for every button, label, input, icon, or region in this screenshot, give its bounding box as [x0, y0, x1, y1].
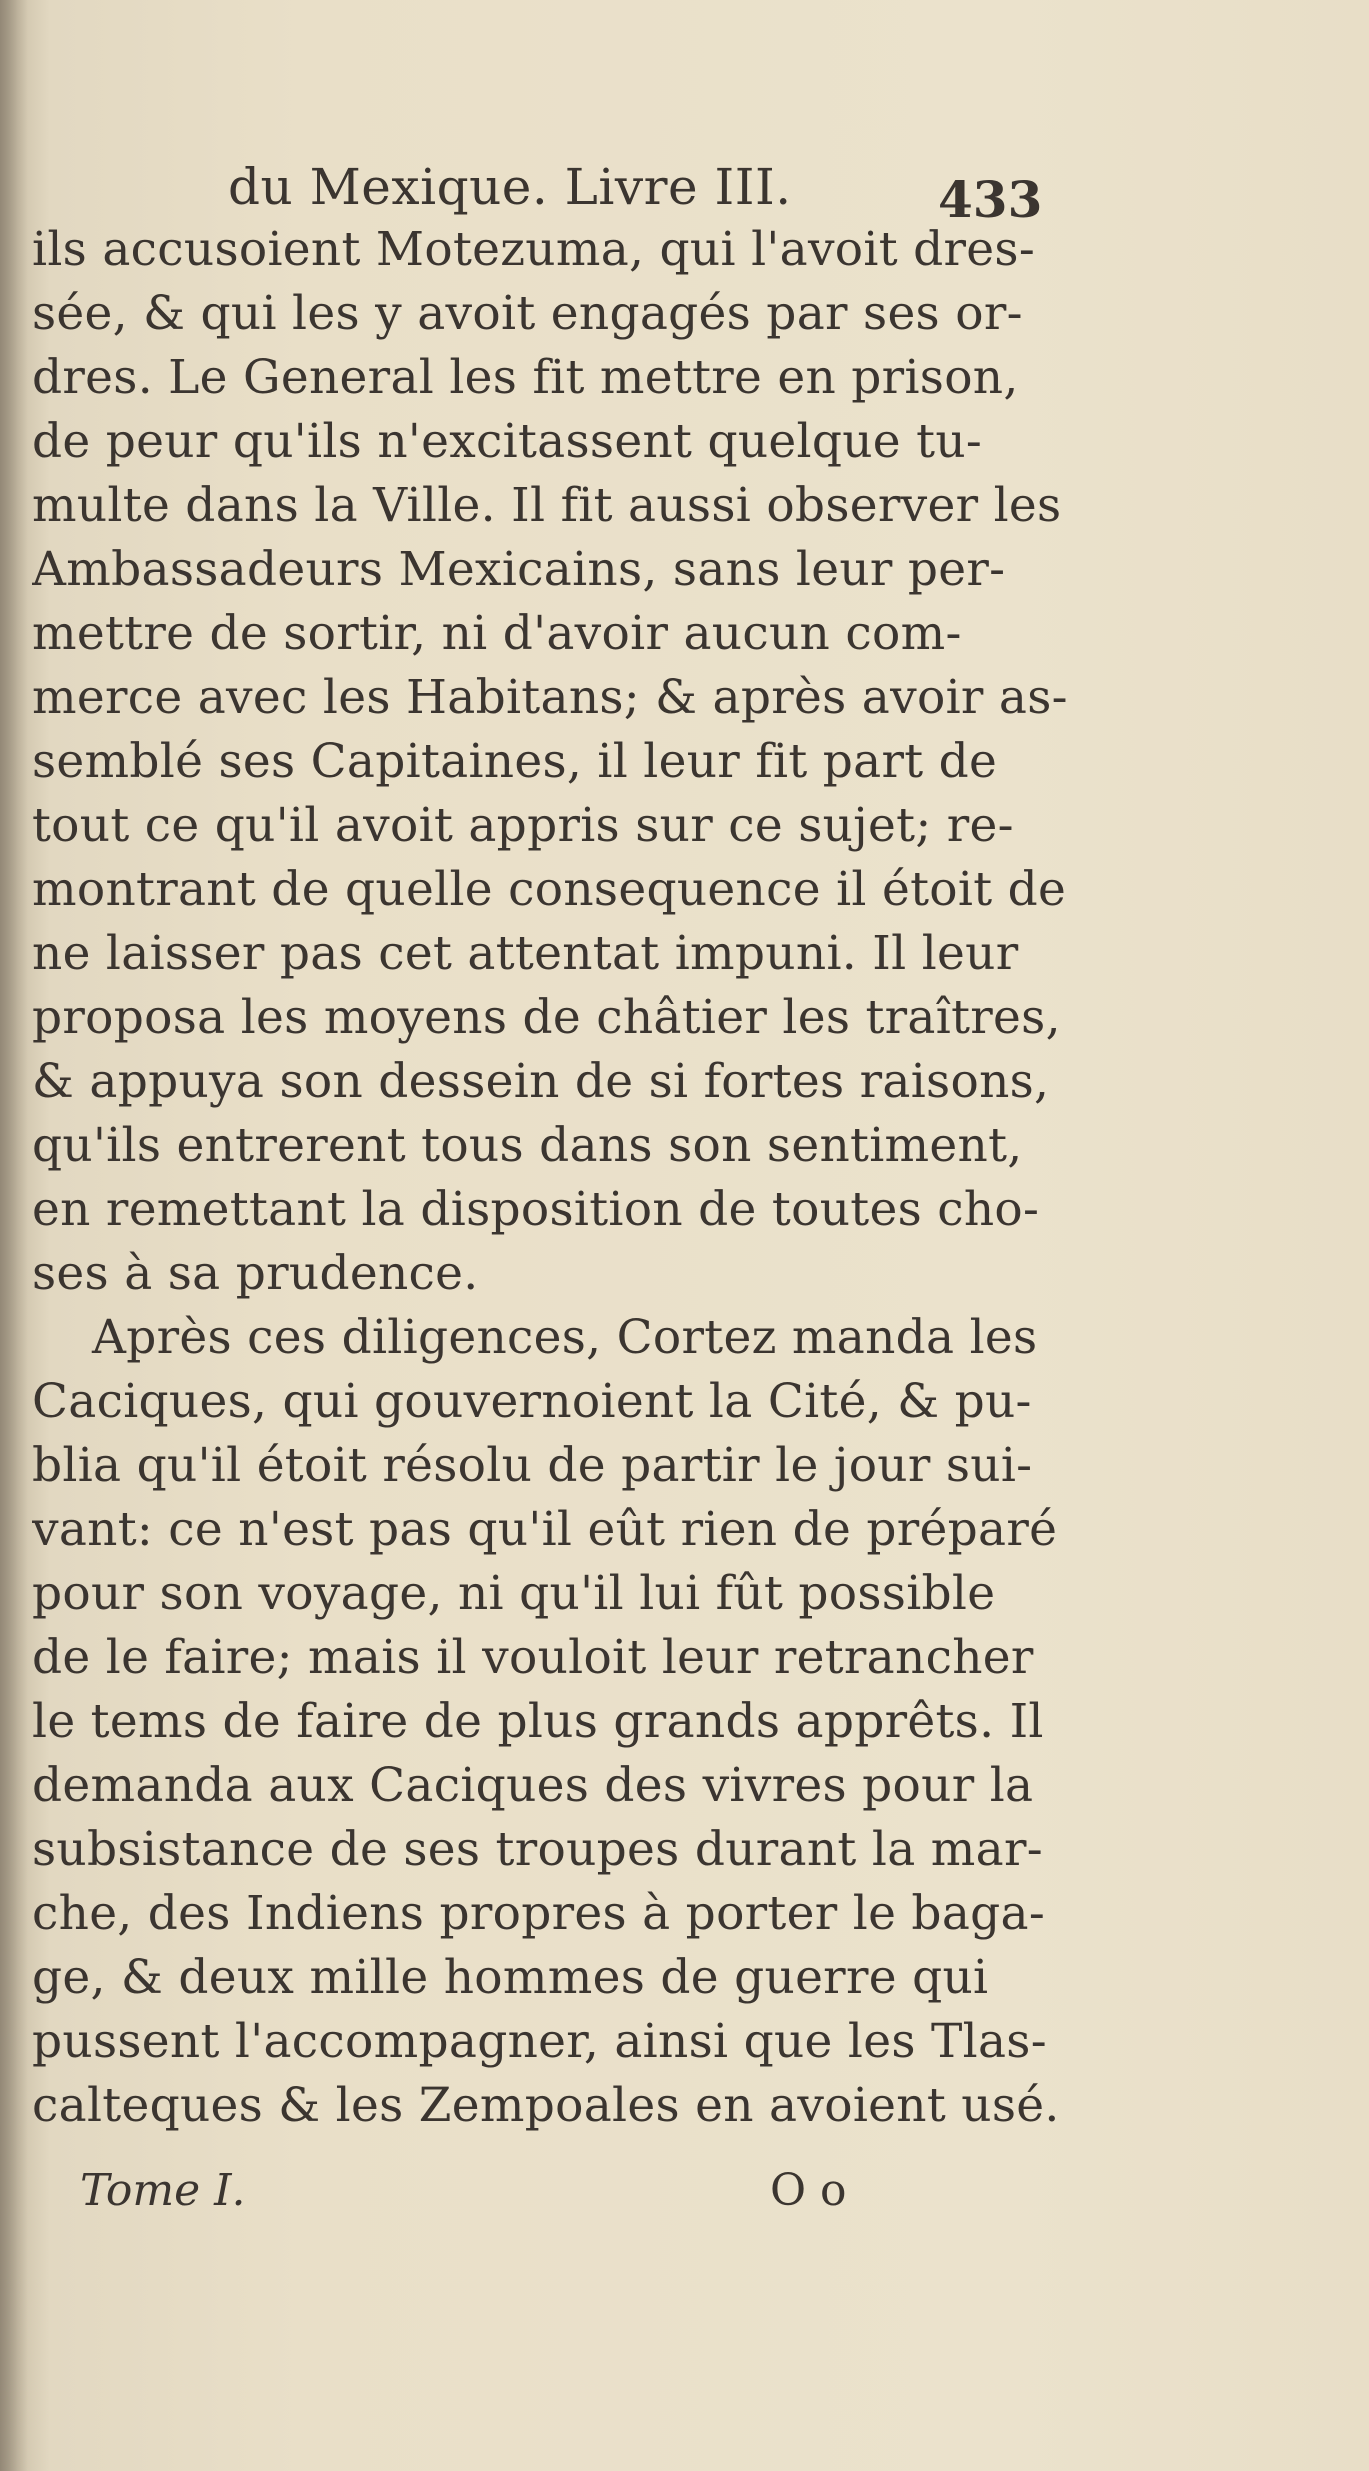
text-line: tout ce qu'il avoit appris sur ce sujet; re- [32, 798, 1014, 853]
text-line: calteques & les Zempoales en avoient usé. [32, 2078, 1060, 2133]
text-line: proposa les moyens de châtier les traîtres, [32, 990, 1061, 1045]
text-line: ne laisser pas cet attentat impuni. Il leur [32, 926, 1019, 981]
text-line: ils accusoient Motezuma, qui l'avoit dres- [32, 222, 1036, 277]
text-line: pour son voyage, ni qu'il lui fût possible [32, 1566, 996, 1621]
text-line: de peur qu'ils n'excitassent quelque tu- [32, 414, 983, 469]
text-line: semblé ses Capitaines, il leur fit part de [32, 734, 998, 789]
text-line: mettre de sortir, ni d'avoir aucun com- [32, 606, 962, 661]
running-title: du Mexique. Livre III. [228, 158, 792, 216]
body-text [32, 218, 1122, 2138]
text-line: vant: ce n'est pas qu'il eût rien de préparé [32, 1502, 1058, 1557]
text-line: Ambassadeurs Mexicains, sans leur per- [32, 542, 1006, 597]
text-line: ge, & deux mille hommes de guerre qui [32, 1950, 989, 2005]
text-line: de le faire; mais il vouloit leur retrancher [32, 1630, 1034, 1685]
text-line: che, des Indiens propres à porter le baga- [32, 1886, 1046, 1941]
text-line: montrant de quelle consequence il étoit de [32, 862, 1067, 917]
page-footer [80, 2165, 980, 2225]
gutter-shadow [0, 0, 28, 2471]
text-line: ses à sa prudence. [32, 1246, 479, 1301]
text-line: Caciques, qui gouvernoient la Cité, & pu- [32, 1374, 1032, 1429]
text-line: pussent l'accompagner, ainsi que les Tlas- [32, 2014, 1047, 2069]
text-line: sée, & qui les y avoit engagés par ses or- [32, 286, 1023, 341]
text-line: & appuya son dessein de si fortes raisons, [32, 1054, 1050, 1109]
text-line: merce avec les Habitans; & après avoir as- [32, 670, 1068, 725]
text-line: le tems de faire de plus grands apprêts. Il [32, 1694, 1044, 1749]
text-line: subsistance de ses troupes durant la mar- [32, 1822, 1043, 1877]
paragraph-start-line: Après ces diligences, Cortez manda les [92, 1310, 1038, 1365]
text-line: multe dans la Ville. Il fit aussi observer les [32, 478, 1062, 533]
page-number: 433 [938, 170, 1043, 229]
text-line: blia qu'il étoit résolu de partir le jour sui- [32, 1438, 1033, 1493]
text-line: demanda aux Caciques des vivres pour la [32, 1758, 1034, 1813]
text-line: qu'ils entrerent tous dans son sentiment, [32, 1118, 1023, 1173]
text-line: en remettant la disposition de toutes cho- [32, 1182, 1040, 1237]
signature-mark: O o [770, 2165, 847, 2216]
volume-label: Tome I. [80, 2165, 246, 2216]
text-line: dres. Le General les fit mettre en prison, [32, 350, 1019, 405]
